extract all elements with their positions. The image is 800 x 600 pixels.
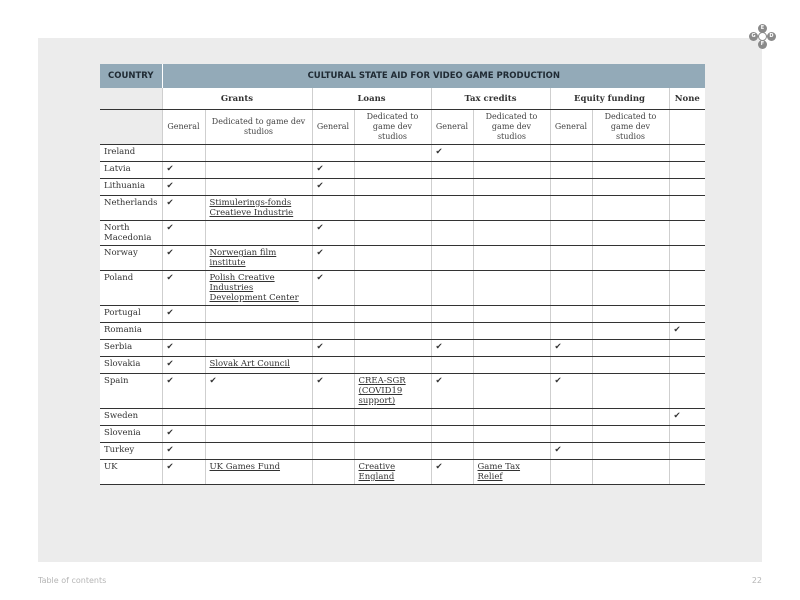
empty-cell — [592, 162, 669, 179]
check-icon: ✔ — [162, 460, 205, 485]
check-icon: ✔ — [312, 162, 354, 179]
check-icon: ✔ — [162, 271, 205, 306]
country-name: Serbia — [100, 340, 162, 357]
empty-cell — [592, 357, 669, 374]
logo-letter-d: D — [767, 32, 776, 41]
empty-cell — [473, 179, 550, 196]
empty-cell — [205, 340, 312, 357]
funding-program-link[interactable]: UK Games Fund — [205, 460, 312, 485]
empty-cell — [592, 374, 669, 409]
empty-cell — [205, 145, 312, 162]
subheader-dedicated: Dedicated to game dev studios — [592, 110, 669, 145]
empty-cell — [669, 374, 705, 409]
empty-cell — [473, 357, 550, 374]
check-icon: ✔ — [312, 271, 354, 306]
empty-cell — [669, 460, 705, 485]
empty-cell — [354, 221, 431, 246]
country-name: North Macedonia — [100, 221, 162, 246]
check-icon: ✔ — [162, 246, 205, 271]
empty-cell — [669, 306, 705, 323]
empty-cell — [473, 340, 550, 357]
subheader-dedicated: Dedicated to game dev studios — [473, 110, 550, 145]
table-row — [100, 323, 705, 340]
check-icon: ✔ — [162, 179, 205, 196]
empty-cell — [205, 409, 312, 426]
empty-cell — [473, 162, 550, 179]
empty-cell — [669, 221, 705, 246]
empty-cell — [205, 323, 312, 340]
empty-cell — [592, 306, 669, 323]
country-name: Spain — [100, 374, 162, 409]
empty-cell — [354, 145, 431, 162]
blank-subheader-cell — [100, 110, 162, 145]
empty-cell — [550, 357, 592, 374]
empty-cell — [592, 443, 669, 460]
subheader-general: General — [550, 110, 592, 145]
funding-program-link[interactable]: Creative England — [354, 460, 431, 485]
subheader-general: General — [431, 110, 473, 145]
country-name: Netherlands — [100, 196, 162, 221]
empty-cell — [669, 179, 705, 196]
funding-program-link[interactable]: CREA-SGR (COVID19 support) — [354, 374, 431, 409]
empty-cell — [312, 357, 354, 374]
empty-cell — [473, 221, 550, 246]
empty-cell — [550, 196, 592, 221]
empty-cell — [473, 426, 550, 443]
check-icon: ✔ — [162, 340, 205, 357]
empty-cell — [162, 145, 205, 162]
empty-cell — [550, 162, 592, 179]
blank-header-cell — [100, 88, 162, 110]
empty-cell — [550, 460, 592, 485]
empty-cell — [312, 426, 354, 443]
empty-cell — [354, 306, 431, 323]
empty-cell — [354, 409, 431, 426]
empty-cell — [354, 162, 431, 179]
country-name: Romania — [100, 323, 162, 340]
table-of-contents-link[interactable]: Table of contents — [38, 576, 107, 585]
empty-cell — [669, 246, 705, 271]
empty-cell — [592, 460, 669, 485]
logo-letter-f: F — [758, 40, 767, 49]
empty-cell — [354, 179, 431, 196]
empty-cell — [431, 221, 473, 246]
country-name: Ireland — [100, 145, 162, 162]
empty-cell — [354, 443, 431, 460]
check-icon: ✔ — [312, 340, 354, 357]
funding-program-link[interactable]: Polish Creative Industries Development Center — [205, 271, 312, 306]
table-row — [100, 306, 705, 323]
empty-cell — [550, 246, 592, 271]
group-loans: Loans — [312, 88, 431, 110]
check-icon: ✔ — [312, 221, 354, 246]
check-icon: ✔ — [162, 221, 205, 246]
empty-cell — [431, 196, 473, 221]
empty-cell — [312, 323, 354, 340]
check-icon: ✔ — [312, 246, 354, 271]
country-name: Norway — [100, 246, 162, 271]
empty-cell — [473, 145, 550, 162]
empty-cell — [473, 196, 550, 221]
check-icon: ✔ — [162, 426, 205, 443]
empty-cell — [162, 409, 205, 426]
page-number: 22 — [751, 576, 762, 585]
empty-cell — [473, 246, 550, 271]
empty-cell — [473, 409, 550, 426]
country-name: Poland — [100, 271, 162, 306]
table-row — [100, 162, 705, 179]
empty-cell — [312, 460, 354, 485]
check-icon: ✔ — [431, 460, 473, 485]
table-row — [100, 460, 705, 485]
check-icon: ✔ — [162, 374, 205, 409]
empty-cell — [669, 443, 705, 460]
empty-cell — [312, 443, 354, 460]
empty-cell — [162, 323, 205, 340]
check-icon: ✔ — [431, 145, 473, 162]
empty-cell — [354, 426, 431, 443]
check-icon: ✔ — [669, 409, 705, 426]
empty-cell — [550, 306, 592, 323]
country-name: Turkey — [100, 443, 162, 460]
empty-cell — [473, 306, 550, 323]
empty-cell — [473, 443, 550, 460]
check-icon: ✔ — [550, 340, 592, 357]
table-row — [100, 426, 705, 443]
table-row — [100, 196, 705, 221]
empty-cell — [205, 426, 312, 443]
check-icon: ✔ — [431, 340, 473, 357]
empty-cell — [431, 443, 473, 460]
funding-program-link[interactable]: Slovak Art Council — [205, 357, 312, 374]
table-body — [100, 145, 705, 485]
empty-cell — [592, 246, 669, 271]
country-column-header: COUNTRY — [100, 64, 162, 88]
state-aid-table — [100, 64, 705, 485]
table-row — [100, 443, 705, 460]
empty-cell — [669, 271, 705, 306]
table-row — [100, 221, 705, 246]
check-icon: ✔ — [431, 374, 473, 409]
empty-cell — [669, 340, 705, 357]
country-name: Lithuania — [100, 179, 162, 196]
empty-cell — [354, 357, 431, 374]
empty-cell — [431, 357, 473, 374]
group-tax-credits: Tax credits — [431, 88, 550, 110]
check-icon: ✔ — [550, 443, 592, 460]
table-row — [100, 246, 705, 271]
empty-cell — [205, 162, 312, 179]
empty-cell — [431, 179, 473, 196]
empty-cell — [592, 221, 669, 246]
funding-program-link[interactable]: Game Tax Relief — [473, 460, 550, 485]
group-grants: Grants — [162, 88, 312, 110]
table-row — [100, 340, 705, 357]
table-row — [100, 271, 705, 306]
check-icon: ✔ — [312, 179, 354, 196]
check-icon: ✔ — [162, 306, 205, 323]
empty-cell — [550, 271, 592, 306]
empty-cell — [550, 323, 592, 340]
check-icon: ✔ — [162, 443, 205, 460]
table-row — [100, 409, 705, 426]
table-row — [100, 357, 705, 374]
empty-cell — [550, 409, 592, 426]
empty-cell — [592, 323, 669, 340]
logo-letter-e: E — [758, 24, 767, 33]
empty-cell — [669, 145, 705, 162]
empty-cell — [431, 246, 473, 271]
empty-cell — [354, 196, 431, 221]
empty-cell — [431, 162, 473, 179]
table-row — [100, 179, 705, 196]
empty-cell — [431, 426, 473, 443]
empty-cell — [550, 221, 592, 246]
empty-cell — [312, 145, 354, 162]
empty-cell — [550, 179, 592, 196]
empty-cell — [431, 306, 473, 323]
empty-cell — [592, 196, 669, 221]
empty-cell — [354, 323, 431, 340]
group-none: None — [669, 88, 705, 110]
empty-cell — [473, 374, 550, 409]
empty-cell — [592, 145, 669, 162]
table-row — [100, 374, 705, 409]
empty-cell — [354, 340, 431, 357]
country-name: Slovakia — [100, 357, 162, 374]
empty-cell — [592, 179, 669, 196]
empty-cell — [205, 179, 312, 196]
check-icon: ✔ — [162, 196, 205, 221]
empty-cell — [473, 323, 550, 340]
empty-cell — [592, 426, 669, 443]
empty-cell — [592, 409, 669, 426]
check-icon: ✔ — [205, 374, 312, 409]
logo-letter-g: G — [749, 32, 758, 41]
funding-program-link[interactable]: Stimulerings-fonds Creatieve Industrie — [205, 196, 312, 221]
empty-cell — [205, 306, 312, 323]
check-icon: ✔ — [669, 323, 705, 340]
empty-cell — [205, 221, 312, 246]
empty-cell — [669, 357, 705, 374]
country-name: Latvia — [100, 162, 162, 179]
empty-cell — [312, 306, 354, 323]
empty-cell — [354, 246, 431, 271]
subheader-dedicated: Dedicated to game dev studios — [354, 110, 431, 145]
subheader-dedicated: Dedicated to game dev studios — [205, 110, 312, 145]
country-name: Portugal — [100, 306, 162, 323]
check-icon: ✔ — [162, 357, 205, 374]
empty-cell — [669, 162, 705, 179]
empty-cell — [312, 409, 354, 426]
empty-cell — [312, 196, 354, 221]
funding-program-link[interactable]: Norwegian film institute — [205, 246, 312, 271]
table-row — [100, 145, 705, 162]
check-icon: ✔ — [162, 162, 205, 179]
empty-cell — [431, 271, 473, 306]
empty-cell — [669, 196, 705, 221]
check-icon: ✔ — [312, 374, 354, 409]
empty-cell — [205, 443, 312, 460]
country-name: Slovenia — [100, 426, 162, 443]
empty-cell — [669, 426, 705, 443]
empty-cell — [431, 409, 473, 426]
subheader-none — [669, 110, 705, 145]
check-icon: ✔ — [550, 374, 592, 409]
group-equity-funding: Equity funding — [550, 88, 669, 110]
empty-cell — [431, 323, 473, 340]
country-name: Sweden — [100, 409, 162, 426]
empty-cell — [550, 145, 592, 162]
egdf-logo — [748, 24, 778, 50]
empty-cell — [592, 271, 669, 306]
empty-cell — [550, 426, 592, 443]
subheader-general: General — [162, 110, 205, 145]
table-title: CULTURAL STATE AID FOR VIDEO GAME PRODUCTION — [162, 64, 705, 88]
country-name: UK — [100, 460, 162, 485]
subheader-general: General — [312, 110, 354, 145]
empty-cell — [473, 271, 550, 306]
empty-cell — [592, 340, 669, 357]
empty-cell — [354, 271, 431, 306]
